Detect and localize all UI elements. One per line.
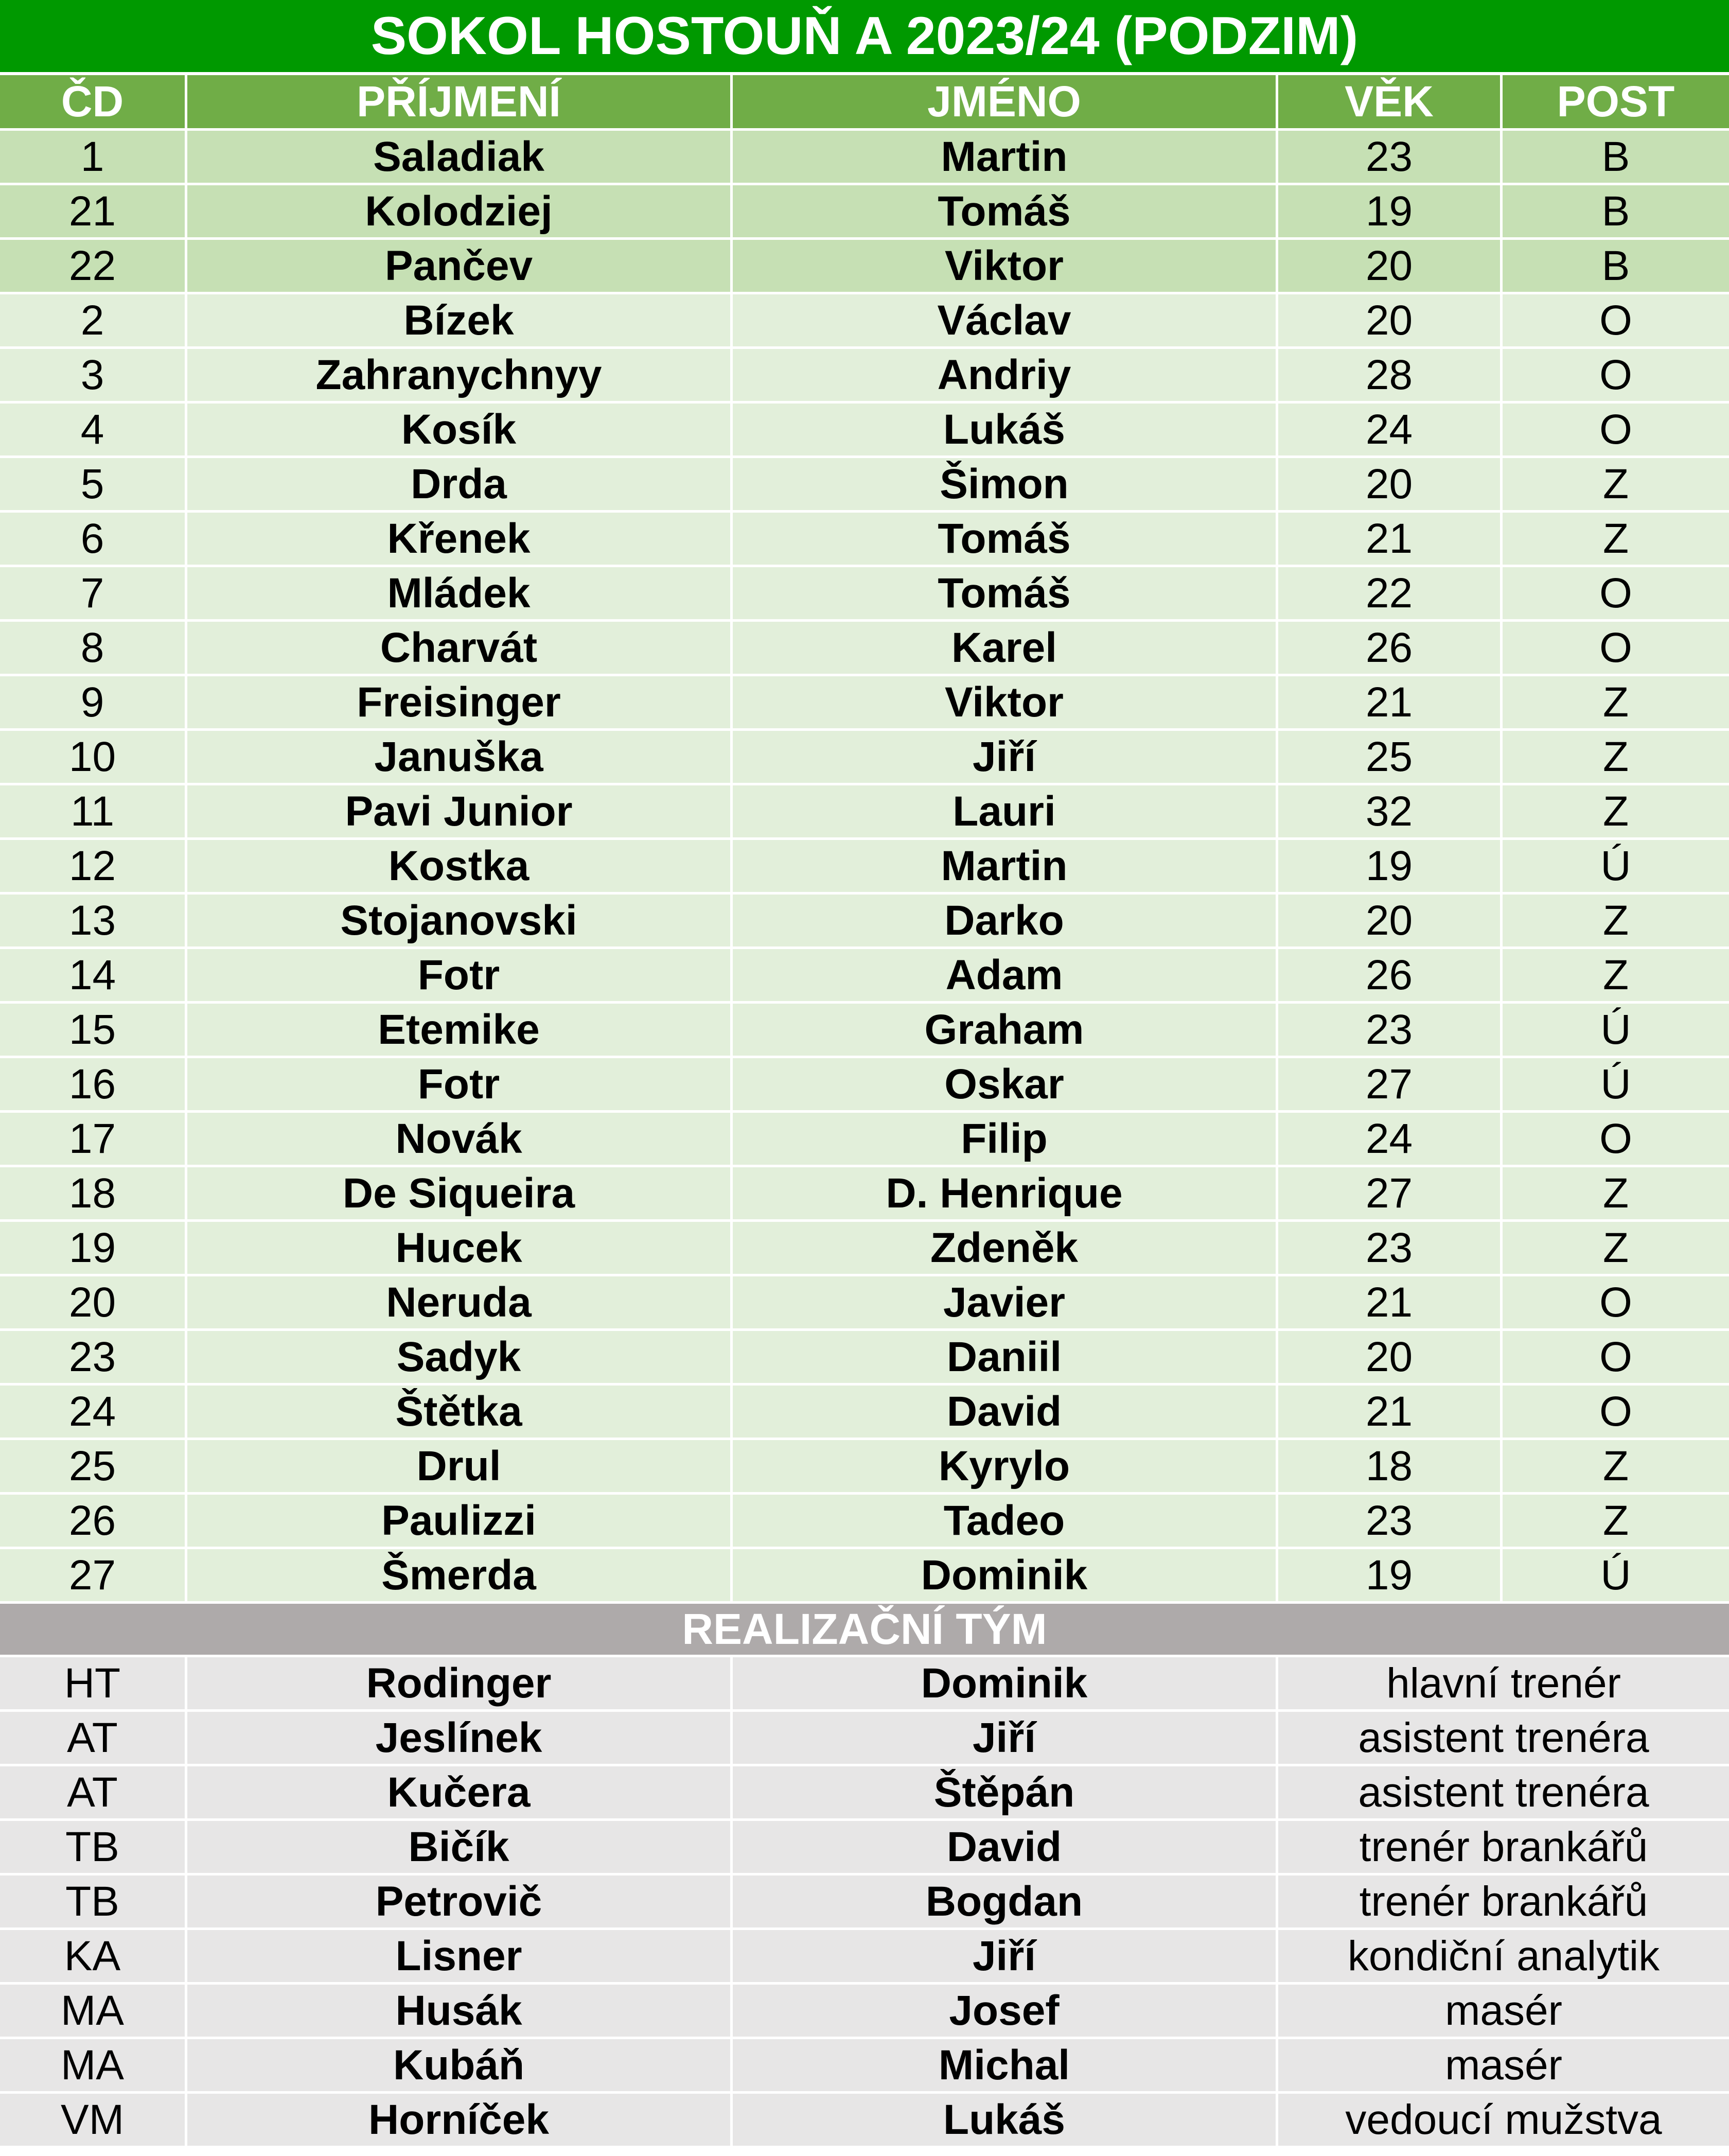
- player-position: Z: [1503, 458, 1729, 513]
- player-number: 6: [0, 513, 187, 567]
- player-first-name: Martin: [733, 840, 1278, 895]
- staff-first-name: Dominik: [733, 1657, 1278, 1712]
- staff-code: HT: [0, 1657, 187, 1712]
- player-first-name: Oskar: [733, 1058, 1278, 1113]
- player-position: Z: [1503, 1440, 1729, 1495]
- player-surname: Mládek: [187, 567, 733, 622]
- staff-role: hlavní trenér: [1278, 1657, 1729, 1712]
- player-first-name: Jiří: [733, 731, 1278, 785]
- player-age: 24: [1278, 404, 1503, 458]
- player-position: Ú: [1503, 1058, 1729, 1113]
- player-age: 19: [1278, 840, 1503, 895]
- player-surname: Kostka: [187, 840, 733, 895]
- player-number: 25: [0, 1440, 187, 1495]
- staff-code: MA: [0, 2039, 187, 2094]
- staff-surname: Lisner: [187, 1930, 733, 1985]
- staff-surname: Husák: [187, 1985, 733, 2039]
- player-age: 20: [1278, 895, 1503, 949]
- player-position: Z: [1503, 1167, 1729, 1222]
- player-age: 25: [1278, 731, 1503, 785]
- player-number: 2: [0, 294, 187, 349]
- staff-role: masér: [1278, 1985, 1729, 2039]
- roster-title: SOKOL HOSTOUŇ A 2023/24 (PODZIM): [0, 0, 1729, 75]
- player-surname: Saladiak: [187, 131, 733, 185]
- staff-role: kondiční analytik: [1278, 1930, 1729, 1985]
- player-surname: De Siqueira: [187, 1167, 733, 1222]
- player-surname: Novák: [187, 1113, 733, 1167]
- player-number: 14: [0, 949, 187, 1004]
- player-surname: Stojanovski: [187, 895, 733, 949]
- staff-code: KA: [0, 1930, 187, 1985]
- player-position: Z: [1503, 1222, 1729, 1276]
- player-surname: Křenek: [187, 513, 733, 567]
- player-first-name: Lukáš: [733, 404, 1278, 458]
- player-position: Ú: [1503, 840, 1729, 895]
- player-surname: Neruda: [187, 1276, 733, 1331]
- player-position: O: [1503, 294, 1729, 349]
- player-age: 23: [1278, 1004, 1503, 1058]
- player-age: 21: [1278, 1276, 1503, 1331]
- staff-first-name: Michal: [733, 2039, 1278, 2094]
- player-position: O: [1503, 1386, 1729, 1440]
- column-header-name: JMÉNO: [733, 75, 1278, 131]
- player-number: 22: [0, 240, 187, 294]
- player-first-name: Tomáš: [733, 185, 1278, 240]
- staff-role: trenér brankářů: [1278, 1821, 1729, 1875]
- player-age: 26: [1278, 622, 1503, 676]
- player-first-name: Dominik: [733, 1549, 1278, 1604]
- player-age: 22: [1278, 567, 1503, 622]
- player-first-name: Adam: [733, 949, 1278, 1004]
- staff-surname: Petrovič: [187, 1875, 733, 1930]
- player-surname: Kosík: [187, 404, 733, 458]
- player-first-name: Filip: [733, 1113, 1278, 1167]
- player-position: Ú: [1503, 1004, 1729, 1058]
- column-header-surname: PŘÍJMENÍ: [187, 75, 733, 131]
- player-age: 19: [1278, 1549, 1503, 1604]
- player-surname: Fotr: [187, 1058, 733, 1113]
- player-position: Z: [1503, 895, 1729, 949]
- roster-table: [0, 75, 1729, 131]
- player-age: 26: [1278, 949, 1503, 1004]
- player-position: O: [1503, 404, 1729, 458]
- player-age: 20: [1278, 458, 1503, 513]
- staff-role: asistent trenéra: [1278, 1712, 1729, 1766]
- staff-code: VM: [0, 2094, 187, 2148]
- staff-first-name: Bogdan: [733, 1875, 1278, 1930]
- player-age: 23: [1278, 1222, 1503, 1276]
- player-first-name: D. Henrique: [733, 1167, 1278, 1222]
- staff-role: masér: [1278, 2039, 1729, 2094]
- player-first-name: Javier: [733, 1276, 1278, 1331]
- player-number: 17: [0, 1113, 187, 1167]
- player-number: 24: [0, 1386, 187, 1440]
- player-surname: Charvát: [187, 622, 733, 676]
- player-position: O: [1503, 622, 1729, 676]
- player-first-name: Daniil: [733, 1331, 1278, 1386]
- player-first-name: Darko: [733, 895, 1278, 949]
- player-first-name: David: [733, 1386, 1278, 1440]
- player-number: 7: [0, 567, 187, 622]
- player-age: 20: [1278, 240, 1503, 294]
- player-first-name: Lauri: [733, 785, 1278, 840]
- staff-code: TB: [0, 1821, 187, 1875]
- player-first-name: Viktor: [733, 240, 1278, 294]
- player-surname: Fotr: [187, 949, 733, 1004]
- player-age: 23: [1278, 1495, 1503, 1549]
- staff-first-name: Štěpán: [733, 1766, 1278, 1821]
- player-surname: Pavi Junior: [187, 785, 733, 840]
- player-number: 11: [0, 785, 187, 840]
- player-surname: Štětka: [187, 1386, 733, 1440]
- player-surname: Etemike: [187, 1004, 733, 1058]
- player-number: 15: [0, 1004, 187, 1058]
- staff-code: TB: [0, 1875, 187, 1930]
- staff-surname: Kubáň: [187, 2039, 733, 2094]
- staff-code: MA: [0, 1985, 187, 2039]
- staff-code: AT: [0, 1766, 187, 1821]
- player-number: 20: [0, 1276, 187, 1331]
- staff-surname: Jeslínek: [187, 1712, 733, 1766]
- player-first-name: Václav: [733, 294, 1278, 349]
- staff-role: vedoucí mužstva: [1278, 2094, 1729, 2148]
- player-position: B: [1503, 240, 1729, 294]
- staff-surname: Bičík: [187, 1821, 733, 1875]
- player-age: 21: [1278, 513, 1503, 567]
- player-age: 27: [1278, 1058, 1503, 1113]
- staff-surname: Horníček: [187, 2094, 733, 2148]
- player-first-name: Viktor: [733, 676, 1278, 731]
- player-first-name: Tadeo: [733, 1495, 1278, 1549]
- player-number: 4: [0, 404, 187, 458]
- player-number: 13: [0, 895, 187, 949]
- player-position: Z: [1503, 785, 1729, 840]
- player-position: O: [1503, 1276, 1729, 1331]
- player-number: 8: [0, 622, 187, 676]
- player-age: 24: [1278, 1113, 1503, 1167]
- player-surname: Kolodziej: [187, 185, 733, 240]
- player-surname: Paulizzi: [187, 1495, 733, 1549]
- player-position: Z: [1503, 731, 1729, 785]
- staff-first-name: Josef: [733, 1985, 1278, 2039]
- player-surname: Sadyk: [187, 1331, 733, 1386]
- player-number: 21: [0, 185, 187, 240]
- player-first-name: Graham: [733, 1004, 1278, 1058]
- staff-first-name: Jiří: [733, 1712, 1278, 1766]
- player-age: 18: [1278, 1440, 1503, 1495]
- staff-first-name: Lukáš: [733, 2094, 1278, 2148]
- player-first-name: Tomáš: [733, 567, 1278, 622]
- player-number: 3: [0, 349, 187, 404]
- staff-surname: Kučera: [187, 1766, 733, 1821]
- player-age: 20: [1278, 1331, 1503, 1386]
- players-table: [0, 131, 1729, 1604]
- player-position: O: [1503, 1331, 1729, 1386]
- player-first-name: Šimon: [733, 458, 1278, 513]
- player-age: 19: [1278, 185, 1503, 240]
- column-header-post: POST: [1503, 75, 1729, 131]
- player-number: 9: [0, 676, 187, 731]
- player-surname: Šmerda: [187, 1549, 733, 1604]
- player-position: Z: [1503, 949, 1729, 1004]
- player-number: 12: [0, 840, 187, 895]
- player-number: 23: [0, 1331, 187, 1386]
- staff-role: trenér brankářů: [1278, 1875, 1729, 1930]
- player-position: B: [1503, 131, 1729, 185]
- staff-table: [0, 1657, 1729, 2148]
- player-surname: Freisinger: [187, 676, 733, 731]
- player-age: 27: [1278, 1167, 1503, 1222]
- player-age: 28: [1278, 349, 1503, 404]
- staff-first-name: Jiří: [733, 1930, 1278, 1985]
- staff-surname: Rodinger: [187, 1657, 733, 1712]
- player-surname: Drda: [187, 458, 733, 513]
- player-surname: Bízek: [187, 294, 733, 349]
- player-position: O: [1503, 1113, 1729, 1167]
- player-position: O: [1503, 567, 1729, 622]
- column-header-age: VĚK: [1278, 75, 1503, 131]
- staff-role: asistent trenéra: [1278, 1766, 1729, 1821]
- player-number: 5: [0, 458, 187, 513]
- player-surname: Zahranychnyy: [187, 349, 733, 404]
- player-number: 10: [0, 731, 187, 785]
- player-position: Ú: [1503, 1549, 1729, 1604]
- player-number: 19: [0, 1222, 187, 1276]
- player-first-name: Zdeněk: [733, 1222, 1278, 1276]
- staff-section-title: REALIZAČNÍ TÝM: [0, 1604, 1729, 1657]
- player-position: B: [1503, 185, 1729, 240]
- player-position: O: [1503, 349, 1729, 404]
- player-number: 27: [0, 1549, 187, 1604]
- player-first-name: Karel: [733, 622, 1278, 676]
- player-age: 21: [1278, 676, 1503, 731]
- player-number: 26: [0, 1495, 187, 1549]
- player-number: 16: [0, 1058, 187, 1113]
- player-position: Z: [1503, 676, 1729, 731]
- column-header-cd: ČD: [0, 75, 187, 131]
- player-surname: Hucek: [187, 1222, 733, 1276]
- player-age: 23: [1278, 131, 1503, 185]
- player-age: 20: [1278, 294, 1503, 349]
- player-number: 1: [0, 131, 187, 185]
- player-age: 21: [1278, 1386, 1503, 1440]
- player-age: 32: [1278, 785, 1503, 840]
- player-surname: Pančev: [187, 240, 733, 294]
- player-first-name: Martin: [733, 131, 1278, 185]
- player-first-name: Andriy: [733, 349, 1278, 404]
- player-position: Z: [1503, 513, 1729, 567]
- player-first-name: Tomáš: [733, 513, 1278, 567]
- player-number: 18: [0, 1167, 187, 1222]
- staff-code: AT: [0, 1712, 187, 1766]
- staff-first-name: David: [733, 1821, 1278, 1875]
- player-surname: Drul: [187, 1440, 733, 1495]
- player-position: Z: [1503, 1495, 1729, 1549]
- player-first-name: Kyrylo: [733, 1440, 1278, 1495]
- player-surname: Januška: [187, 731, 733, 785]
